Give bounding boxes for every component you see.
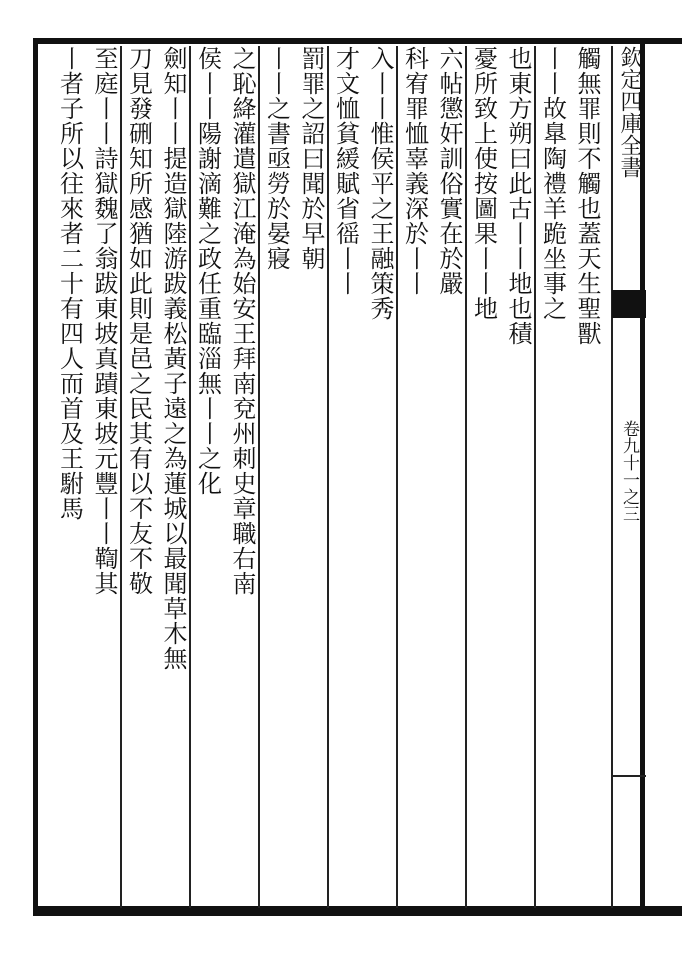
column-rule (396, 46, 398, 908)
column-rule (120, 46, 122, 908)
text-column: 侯丨丨陽謝滴難之政任重臨淄無丨丨之化 (193, 46, 222, 496)
text-column: 罰罪之詔曰聞於早朝 (297, 46, 325, 271)
column-rule (465, 46, 467, 908)
column-rule (327, 46, 329, 908)
text-column: 觸無罪則不觸也蓋天生聖獸 (573, 46, 601, 346)
text-column: 入丨丨惟侯平之王融策秀 (366, 46, 394, 321)
edge-volume: 卷九十一之三 (619, 420, 639, 522)
edge-divider (612, 775, 646, 777)
text-column: 憂所致上使按圖果丨丨地 (469, 46, 498, 321)
text-block (46, 46, 604, 906)
text-column: 才文恤貧緩賦省徭丨丨 (331, 46, 360, 296)
column-rule (534, 46, 536, 908)
column-rule (258, 46, 260, 908)
text-column: 也東方朔曰此古丨丨地也積 (504, 46, 532, 346)
fishtail-mark (612, 290, 646, 318)
column-rule (189, 46, 191, 908)
text-column: 至庭丨丨詩獄魏了翁跋東坡真蹟東坡元豐丨丨鞫其 (90, 46, 118, 596)
edge-title: 欽定四庫全書 (617, 46, 642, 178)
text-column: 之恥絳灌遣獄江淹為始安王拜南兗州刺史章職右南 (228, 46, 256, 596)
text-column: 刀見發硎知所感猶如此則是邑之民其有以不友不敬 (124, 46, 153, 596)
text-column: 六帖懲奸訓俗實在於嚴 (435, 46, 463, 296)
text-column: 丨者子所以往來者二十有四人而首及王駙馬 (55, 46, 84, 521)
text-column: 丨丨之書亟勞於晏寢 (262, 46, 291, 271)
bottom-border (33, 906, 682, 916)
text-column: 劍知丨丨提造獄陸游跋義松黃子遠之為蓮城以最聞草木無 (159, 46, 187, 671)
text-column: 丨丨故臯陶禮羊跪坐事之 (538, 46, 567, 321)
text-column: 科宥罪恤辜義深於丨丨 (400, 46, 429, 296)
